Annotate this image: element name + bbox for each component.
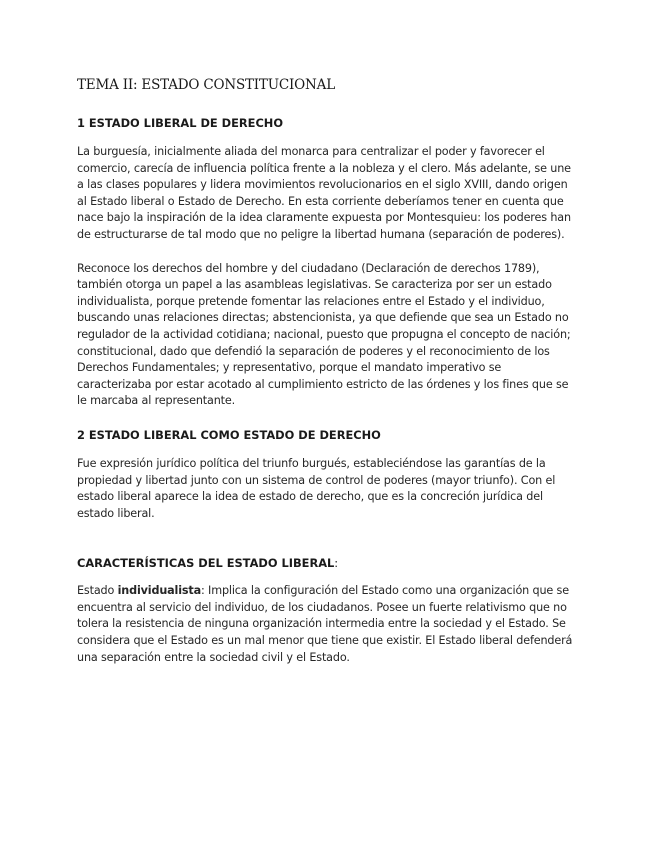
spacer (77, 539, 577, 555)
characteristic-prefix: Estado (77, 584, 118, 598)
characteristic-term: individualista (117, 584, 202, 598)
characteristics-heading-colon: : (334, 556, 339, 571)
characteristic-text: : Implica la configuración del Estado como una organización que se encuentra al servicio del individuo, de los ciudadanos. Posee un fuerte relativismo que no tolera la resistencia de ninguna organización intermedia entre la sociedad y el Estado. Se considera que el Estado es un mal menor que tiene que existir. El Estado liberal defenderá una separación entre la sociedad civil y el Estado. (77, 584, 573, 664)
characteristic-individualista (77, 583, 577, 666)
characteristics-heading (77, 555, 577, 571)
section-1-paragraph-2: Reconoce los derechos del hombre y del ciudadano (Declaración de derechos 1789), también otorga un papel a las asambleas legislativas. Se caracteriza por ser un estado individualista, porque pretende fomentar las relaciones entre el Estado y el individuo, buscando unas relaciones directas; abstencionista, ya que defiende que sea un Estado no regulador de la actividad cotidiana; nacional, puesto que propugna el concepto de nación; constitucional, dado que defendió la separación de poderes y el reconocimiento de los Derechos Fundamentales; y representativo, porque el mandato imperativo se caracterizaba por estar acotado al cumplimiento estricto de las órdenes y los fines que se le marcaba al representante. (77, 261, 571, 408)
section-2-paragraph-1: Fue expresión jurídico política del triunfo burgués, estableciéndose las garantías de la propiedad y libertad junto con un sistema de control de poderes (mayor triunfo). Con el estado liberal aparece la idea de estado de derecho, que es la concreción jurídica del estado liberal. (77, 456, 556, 520)
document-title: TEMA II: ESTADO CONSTITUCIONAL (77, 77, 335, 93)
section-2-heading: 2 ESTADO LIBERAL COMO ESTADO DE DERECHO (77, 427, 381, 442)
document-page (77, 75, 577, 683)
section-1-heading: 1 ESTADO LIBERAL DE DERECHO (77, 116, 284, 130)
characteristics-heading-text: CARACTERÍSTICAS DEL ESTADO LIBERAL (77, 556, 335, 571)
section-1-paragraph-1: La burguesía, inicialmente aliada del monarca para centralizar el poder y favorecer el comercio, carecía de influencia política frente a la nobleza y el clero. Más adelante, se une a las clases populares y lidera movimientos revolucionarios en el siglo XVIII, dando origen al Estado liberal o Estado de Derecho. En esta corriente deberíamos tener en cuenta que nace bajo la inspiración de la idea claramente expuesta por Montesquieu: los poderes han de estructurarse de tal modo que no peligre la libertad humana (separación de poderes). (77, 145, 571, 241)
